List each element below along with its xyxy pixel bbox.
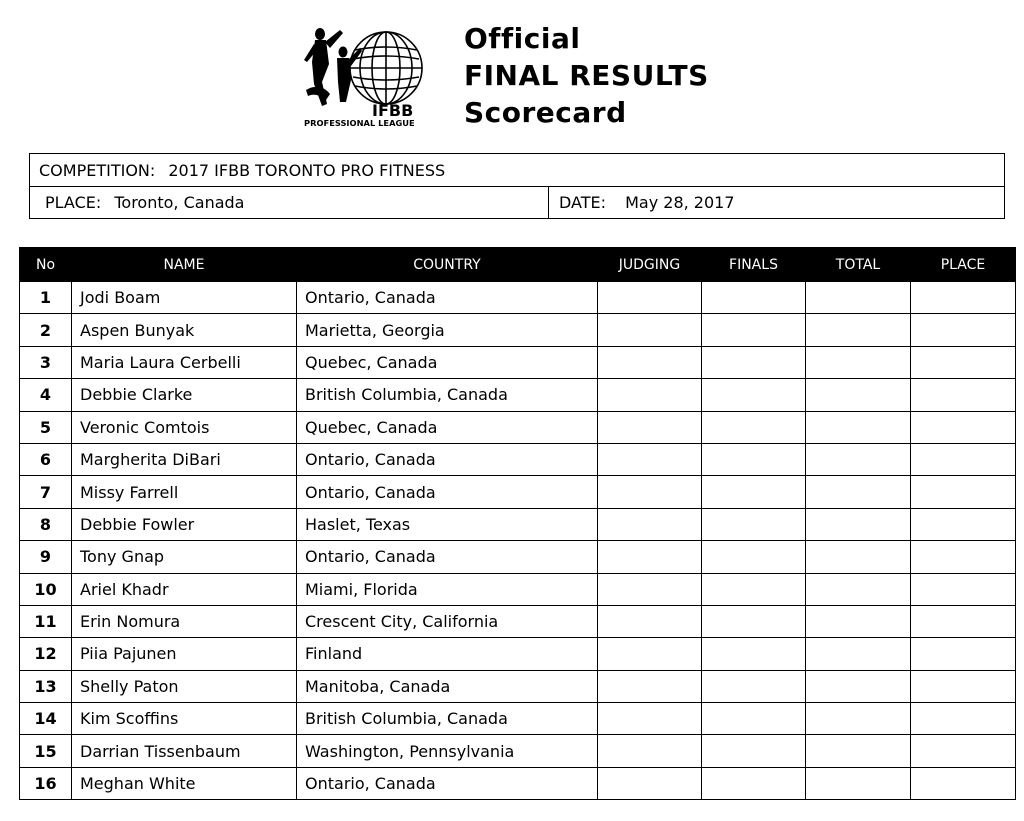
judging-cell bbox=[598, 379, 702, 411]
place-cell bbox=[911, 411, 1016, 443]
total-cell bbox=[806, 638, 911, 670]
title-line-official: Official bbox=[464, 22, 581, 55]
total-cell bbox=[806, 735, 911, 767]
row-number: 8 bbox=[20, 508, 72, 540]
competitor-country: Quebec, Canada bbox=[297, 411, 598, 443]
place-cell bbox=[911, 476, 1016, 508]
competitor-name: Shelly Paton bbox=[72, 670, 297, 702]
competitor-country: Ontario, Canada bbox=[297, 476, 598, 508]
competitor-country: British Columbia, Canada bbox=[297, 379, 598, 411]
table-row bbox=[20, 605, 1016, 637]
total-cell bbox=[806, 411, 911, 443]
competitor-name: Erin Nomura bbox=[72, 605, 297, 637]
competitor-name: Debbie Fowler bbox=[72, 508, 297, 540]
table-row bbox=[20, 476, 1016, 508]
finals-cell bbox=[702, 605, 806, 637]
row-number: 4 bbox=[20, 379, 72, 411]
judging-cell bbox=[598, 411, 702, 443]
judging-cell bbox=[598, 508, 702, 540]
table-row bbox=[20, 411, 1016, 443]
row-number: 7 bbox=[20, 476, 72, 508]
competitor-country: Crescent City, California bbox=[297, 605, 598, 637]
place-cell bbox=[911, 605, 1016, 637]
competitor-country: Washington, Pennsylvania bbox=[297, 735, 598, 767]
finals-cell bbox=[702, 573, 806, 605]
ifbb-logo bbox=[300, 22, 450, 128]
table-row bbox=[20, 735, 1016, 767]
judging-cell bbox=[598, 638, 702, 670]
row-number: 12 bbox=[20, 638, 72, 670]
place-cell bbox=[911, 703, 1016, 735]
place-cell bbox=[911, 282, 1016, 314]
competitor-name: Piia Pajunen bbox=[72, 638, 297, 670]
judging-cell bbox=[598, 282, 702, 314]
total-cell bbox=[806, 541, 911, 573]
place-cell bbox=[911, 541, 1016, 573]
competition-label: COMPETITION: bbox=[39, 161, 156, 180]
row-number: 2 bbox=[20, 314, 72, 346]
competitor-name: Meghan White bbox=[72, 767, 297, 799]
competitor-country: British Columbia, Canada bbox=[297, 703, 598, 735]
competition-row bbox=[30, 154, 1004, 187]
table-row bbox=[20, 282, 1016, 314]
competitor-name: Veronic Comtois bbox=[72, 411, 297, 443]
total-cell bbox=[806, 476, 911, 508]
table-row bbox=[20, 314, 1016, 346]
total-cell bbox=[806, 767, 911, 799]
row-number: 9 bbox=[20, 541, 72, 573]
row-number: 16 bbox=[20, 767, 72, 799]
finals-cell bbox=[702, 541, 806, 573]
place-cell bbox=[911, 670, 1016, 702]
finals-cell bbox=[702, 346, 806, 378]
header-name: NAME bbox=[72, 248, 297, 282]
competitor-name: Tony Gnap bbox=[72, 541, 297, 573]
row-number: 13 bbox=[20, 670, 72, 702]
total-cell bbox=[806, 573, 911, 605]
place-cell bbox=[911, 573, 1016, 605]
competitor-name: Missy Farrell bbox=[72, 476, 297, 508]
date-label: DATE: bbox=[559, 193, 607, 212]
table-row bbox=[20, 670, 1016, 702]
judging-cell bbox=[598, 703, 702, 735]
competitor-country: Ontario, Canada bbox=[297, 541, 598, 573]
finals-cell bbox=[702, 476, 806, 508]
row-number: 5 bbox=[20, 411, 72, 443]
table-row bbox=[20, 703, 1016, 735]
finals-cell bbox=[702, 411, 806, 443]
row-number: 6 bbox=[20, 443, 72, 475]
total-cell bbox=[806, 346, 911, 378]
place-cell bbox=[911, 767, 1016, 799]
table-header-row bbox=[20, 248, 1016, 282]
row-number: 10 bbox=[20, 573, 72, 605]
total-cell bbox=[806, 314, 911, 346]
row-number: 11 bbox=[20, 605, 72, 637]
row-number: 3 bbox=[20, 346, 72, 378]
finals-cell bbox=[702, 767, 806, 799]
globe-athletes-icon bbox=[300, 22, 450, 128]
competitor-country: Ontario, Canada bbox=[297, 282, 598, 314]
finals-cell bbox=[702, 508, 806, 540]
judging-cell bbox=[598, 670, 702, 702]
finals-cell bbox=[702, 379, 806, 411]
table-row bbox=[20, 443, 1016, 475]
place-cell bbox=[911, 443, 1016, 475]
row-number: 1 bbox=[20, 282, 72, 314]
header-total: TOTAL bbox=[806, 248, 911, 282]
competitor-name: Maria Laura Cerbelli bbox=[72, 346, 297, 378]
table-row bbox=[20, 346, 1016, 378]
table-row bbox=[20, 379, 1016, 411]
judging-cell bbox=[598, 346, 702, 378]
finals-cell bbox=[702, 638, 806, 670]
competitor-country: Marietta, Georgia bbox=[297, 314, 598, 346]
place-cell bbox=[911, 735, 1016, 767]
competitor-country: Quebec, Canada bbox=[297, 346, 598, 378]
judging-cell bbox=[598, 605, 702, 637]
total-cell bbox=[806, 379, 911, 411]
row-number: 15 bbox=[20, 735, 72, 767]
judging-cell bbox=[598, 541, 702, 573]
header-place: PLACE bbox=[911, 248, 1016, 282]
competitor-name: Jodi Boam bbox=[72, 282, 297, 314]
competition-value: 2017 IFBB TORONTO PRO FITNESS bbox=[168, 161, 446, 180]
finals-cell bbox=[702, 703, 806, 735]
judging-cell bbox=[598, 767, 702, 799]
finals-cell bbox=[702, 735, 806, 767]
judging-cell bbox=[598, 443, 702, 475]
place-cell bbox=[911, 508, 1016, 540]
place-cell bbox=[911, 314, 1016, 346]
place-cell bbox=[911, 379, 1016, 411]
logo-ifbb-text: IFBB bbox=[372, 101, 414, 120]
finals-cell bbox=[702, 443, 806, 475]
competitor-country: Manitoba, Canada bbox=[297, 670, 598, 702]
competitor-country: Ontario, Canada bbox=[297, 443, 598, 475]
competitor-name: Ariel Khadr bbox=[72, 573, 297, 605]
competitor-country: Finland bbox=[297, 638, 598, 670]
competitor-name: Debbie Clarke bbox=[72, 379, 297, 411]
place-cell bbox=[911, 638, 1016, 670]
date-cell bbox=[549, 187, 1004, 219]
document-title bbox=[464, 20, 709, 131]
judging-cell bbox=[598, 476, 702, 508]
row-number: 14 bbox=[20, 703, 72, 735]
total-cell bbox=[806, 508, 911, 540]
table-row bbox=[20, 508, 1016, 540]
total-cell bbox=[806, 703, 911, 735]
results-table bbox=[19, 247, 1016, 800]
competitor-country: Ontario, Canada bbox=[297, 767, 598, 799]
finals-cell bbox=[702, 282, 806, 314]
table-row bbox=[20, 573, 1016, 605]
judging-cell bbox=[598, 735, 702, 767]
logo-league-text: PROFESSIONAL LEAGUE bbox=[304, 118, 415, 128]
finals-cell bbox=[702, 670, 806, 702]
competitor-country: Haslet, Texas bbox=[297, 508, 598, 540]
place-value: Toronto, Canada bbox=[114, 193, 245, 212]
judging-cell bbox=[598, 573, 702, 605]
table-row bbox=[20, 541, 1016, 573]
total-cell bbox=[806, 282, 911, 314]
competitor-name: Kim Scoffins bbox=[72, 703, 297, 735]
header-no: No bbox=[20, 248, 72, 282]
judging-cell bbox=[598, 314, 702, 346]
header-judging: JUDGING bbox=[598, 248, 702, 282]
title-line-scorecard: Scorecard bbox=[464, 96, 627, 129]
table-row bbox=[20, 767, 1016, 799]
table-row bbox=[20, 638, 1016, 670]
competitor-name: Margherita DiBari bbox=[72, 443, 297, 475]
title-line-final-results: FINAL RESULTS bbox=[464, 59, 709, 92]
header-country: COUNTRY bbox=[297, 248, 598, 282]
competitor-name: Aspen Bunyak bbox=[72, 314, 297, 346]
total-cell bbox=[806, 670, 911, 702]
place-cell bbox=[911, 346, 1016, 378]
place-cell bbox=[30, 187, 549, 219]
total-cell bbox=[806, 605, 911, 637]
competitor-country: Miami, Florida bbox=[297, 573, 598, 605]
competition-info-box bbox=[29, 153, 1005, 219]
finals-cell bbox=[702, 314, 806, 346]
total-cell bbox=[806, 443, 911, 475]
header-finals: FINALS bbox=[702, 248, 806, 282]
date-value: May 28, 2017 bbox=[625, 193, 735, 212]
place-label: PLACE: bbox=[45, 193, 102, 212]
competitor-name: Darrian Tissenbaum bbox=[72, 735, 297, 767]
